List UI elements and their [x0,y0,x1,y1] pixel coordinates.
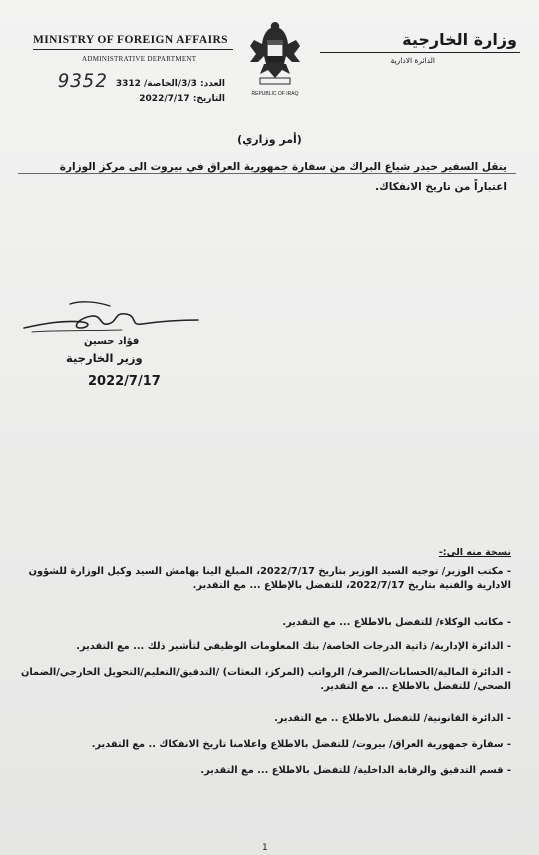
header-rule-right [320,52,520,53]
page-number: 1 [262,843,268,853]
reference-number: العدد: 3/3/الخاصة/ 3312 [115,79,225,89]
paragraph-underline [18,173,516,174]
copy-item: - قسم التدقيق والرقابة الداخلية/ للتفضل بالاطلاع ... مع التقدير. [200,765,511,776]
minister-title: وزير الخارجية [66,351,143,365]
department-english: ADMINISTRATIVE DEPARTMENT [82,55,197,63]
ministry-title-english: MINISTRY OF FOREIGN AFFAIRS [33,34,228,46]
handwritten-signature-icon [22,298,202,340]
department-arabic: الدائرة الادارية [390,56,435,65]
signature-date: 2022/7/17 [88,374,161,389]
copies-heading: نسخة منه الى:- [438,547,511,558]
header-rule-left [33,49,233,50]
order-title: (أمر وزاري) [237,133,302,146]
minister-name: فؤاد حسين [84,336,140,347]
copy-item: - الدائرة المالية/الحسابات/الصرف/ الرواتب (المركز، البعثات) /التدقيق/التعليم/التحويل الخارجي/الضمان الصحي/ للتفضل بالاطلاع ... مع التقدير. [20,667,511,692]
copy-item: - مكتب الوزير/ توجيه السيد الوزير بتاريخ 2022/7/17، المبلغ الينا بهامش السيد وكيل الوزارة للشؤون الادارية والفنية بتاريخ 2022/7/17، للتفضل بالإطلاع ... مع التقدير. [28,566,511,591]
copy-item: - سفارة جمهورية العراق/ بيروت/ للتفضل بالاطلاع واعلامنا تاريخ الانفكاك .. مع التقدير. [91,739,511,750]
copy-item: - مكاتب الوكلاء/ للتفضل بالاطلاع ... مع التقدير. [282,617,511,628]
handwritten-number: 9352 [58,70,108,92]
ministry-title-arabic: وزارة الخارجية [402,30,517,49]
letter-date: التاريخ: 2022/7/17 [139,94,225,104]
iraq-eagle-emblem-icon [246,16,304,90]
copy-item: - الدائرة القانونية/ للتفضل بالاطلاع .. مع التقدير. [274,713,511,724]
emblem-caption: REPUBLIC OF IRAQ [251,91,299,97]
order-paragraph: ينقل السفير حيدر شياع البراك من سفارة جمهورية العراق في بيروت الى مركز الوزارة اعتباراً من تاريخ الانفكاك. [59,161,507,193]
copy-item: - الدائرة الإدارية/ ذاتية الدرجات الخاصة/ بنك المعلومات الوظيفي لتأشير ذلك ... مع التقدير. [76,641,511,652]
